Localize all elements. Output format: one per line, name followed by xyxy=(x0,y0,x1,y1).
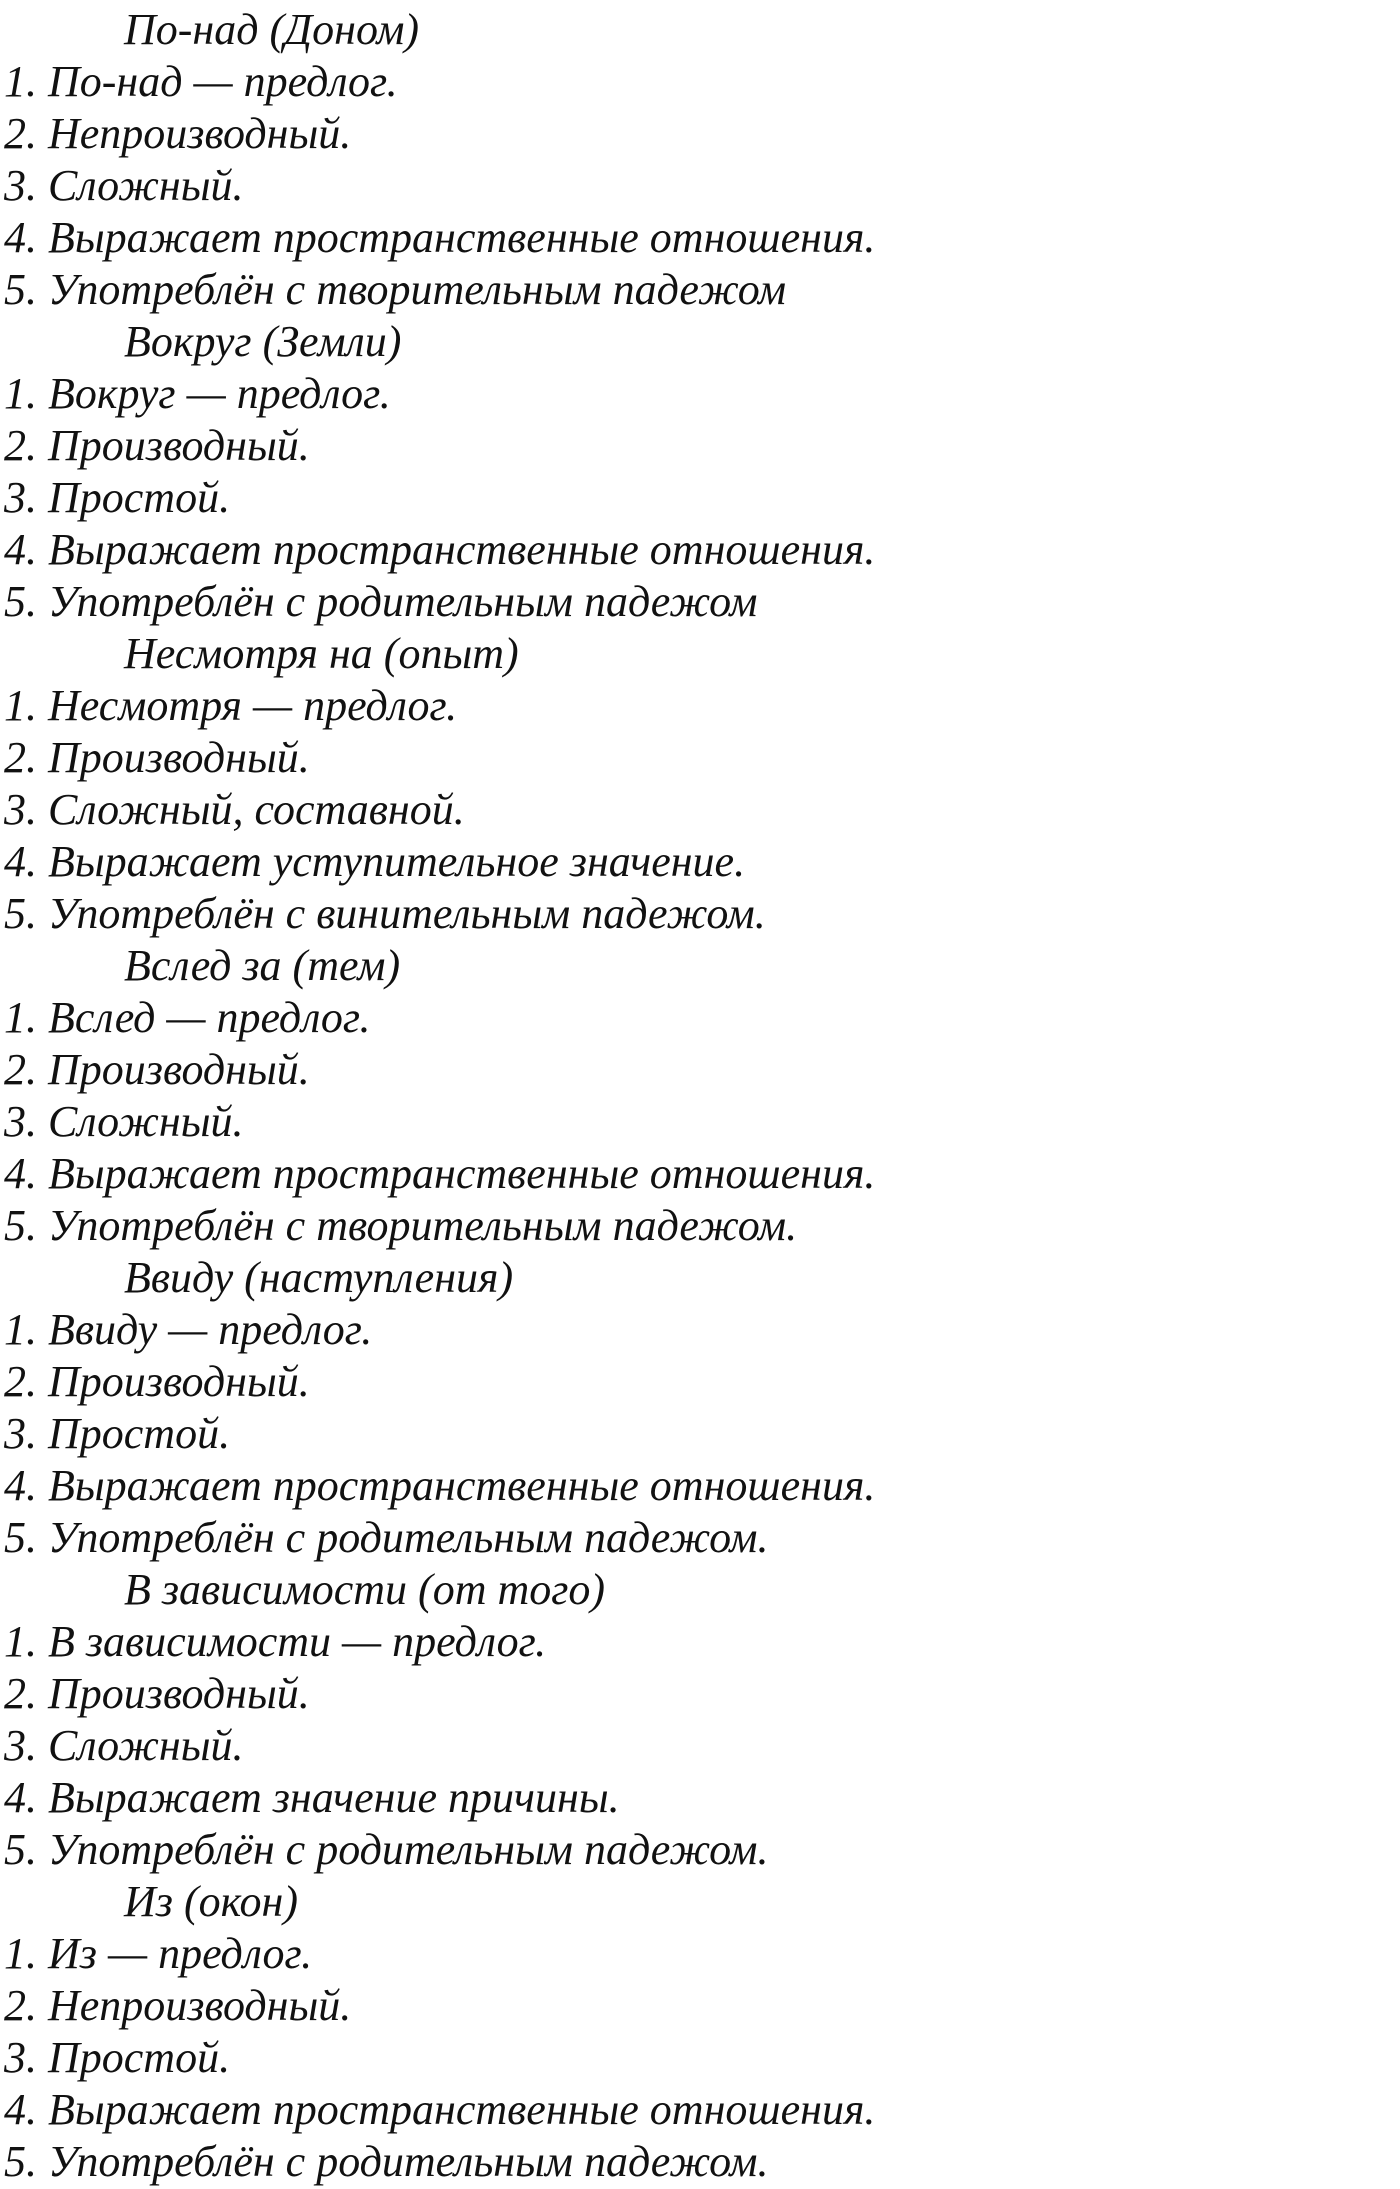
entry-line: 3. Сложный. xyxy=(4,161,244,210)
entry-vsled-za xyxy=(4,940,1394,1252)
entry-line: 2. Производный. xyxy=(4,1045,310,1094)
entry-line: 4. Выражает пространственные отношения. xyxy=(4,525,876,574)
entry-iz xyxy=(4,1876,1394,2188)
entry-line: 1. Вокруг — предлог. xyxy=(4,369,391,418)
entry-line: 5. Употреблён с родительным падежом. xyxy=(4,1513,769,1562)
entry-line: 4. Выражает значение причины. xyxy=(4,1773,620,1822)
entry-line: 1. По-над — предлог. xyxy=(4,57,398,106)
entry-vokrug xyxy=(4,316,1394,628)
entry-line: 3. Простой. xyxy=(4,473,231,522)
entry-heading: Из (окон) xyxy=(124,1877,298,1926)
entry-heading: Вслед за (тем) xyxy=(124,941,401,990)
entry-line: 3. Сложный. xyxy=(4,1097,244,1146)
entry-heading: Ввиду (наступления) xyxy=(124,1253,514,1302)
entry-line: 3. Сложный, составной. xyxy=(4,785,465,834)
entry-line: 2. Производный. xyxy=(4,733,310,782)
entry-line: 2. Производный. xyxy=(4,1357,310,1406)
entry-line: 4. Выражает пространственные отношения. xyxy=(4,213,876,262)
entry-v-zavisimosti xyxy=(4,1564,1394,1876)
entry-line: 3. Простой. xyxy=(4,2033,231,2082)
entry-line: 4. Выражает пространственные отношения. xyxy=(4,1461,876,1510)
entry-heading: По-над (Доном) xyxy=(124,5,420,54)
entry-line: 1. Ввиду — предлог. xyxy=(4,1305,373,1354)
entry-line: 3. Сложный. xyxy=(4,1721,244,1770)
entry-line: 2. Непроизводный. xyxy=(4,109,352,158)
entry-line: 5. Употреблён с родительным падежом. xyxy=(4,2137,769,2186)
entry-line: 5. Употреблён с творительным падежом. xyxy=(4,1201,798,1250)
entry-line: 5. Употреблён с творительным падежом xyxy=(4,265,787,314)
entry-line: 3. Простой. xyxy=(4,1409,231,1458)
entry-heading: В зависимости (от того) xyxy=(124,1565,606,1614)
entry-line: 2. Производный. xyxy=(4,421,310,470)
entry-line: 4. Выражает уступительное значение. xyxy=(4,837,746,886)
entry-line: 5. Употреблён с винительным падежом. xyxy=(4,889,766,938)
entry-line: 5. Употреблён с родительным падежом xyxy=(4,577,758,626)
entry-line: 1. В зависимости — предлог. xyxy=(4,1617,547,1666)
entry-line: 2. Производный. xyxy=(4,1669,310,1718)
entry-line: 1. Из — предлог. xyxy=(4,1929,313,1978)
entry-heading: Вокруг (Земли) xyxy=(124,317,402,366)
entry-line: 1. Несмотря — предлог. xyxy=(4,681,458,730)
entry-nesmotrya-na xyxy=(4,628,1394,940)
entry-line: 4. Выражает пространственные отношения. xyxy=(4,2085,876,2134)
entry-line: 2. Непроизводный. xyxy=(4,1981,352,2030)
entry-line: 1. Вслед — предлог. xyxy=(4,993,371,1042)
entry-heading: Несмотря на (опыт) xyxy=(124,629,519,678)
entry-line: 5. Употреблён с родительным падежом. xyxy=(4,1825,769,1874)
document-body xyxy=(4,4,1394,2188)
entry-vvidu xyxy=(4,1252,1394,1564)
entry-line: 4. Выражает пространственные отношения. xyxy=(4,1149,876,1198)
entry-po-nad xyxy=(4,4,1394,316)
